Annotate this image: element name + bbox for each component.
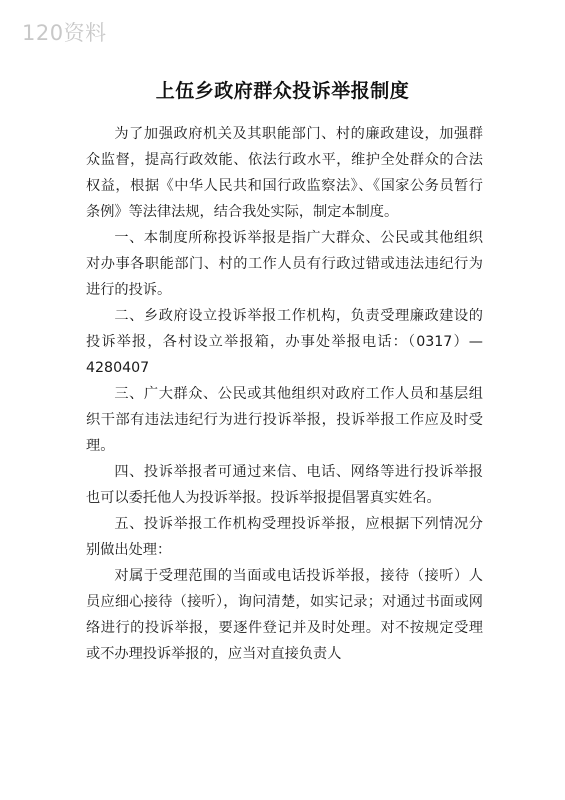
document-body <box>86 121 483 667</box>
paragraph-article-3: 三、广大群众、公民或其他组织对政府工作人员和基层组织干部有违法违纪行为进行投诉举报，投诉举报工作应及时受理。 <box>86 386 483 454</box>
paragraph-article-4: 四、投诉举报者可通过来信、电话、网络等进行投诉举报也可以委托他人为投诉举报。投诉举报提倡署真实姓名。 <box>86 464 483 506</box>
paragraph-article-5-detail: 对属于受理范围的当面或电话投诉举报，接待（接听）人员应细心接待（接听），询问清楚，如实记录；对通过书面或网络进行的投诉举报，要逐件登记并及时处理。对不按规定受理或不办理投诉举报的，应当对直接负责人 <box>86 568 483 662</box>
document-title: 上伍乡政府群众投诉举报制度 <box>155 80 410 102</box>
paragraph-article-1: 一、本制度所称投诉举报是指广大群众、公民或其他组织对办事各职能部门、村的工作人员有行政过错或违法违纪行为进行的投诉。 <box>86 230 483 298</box>
paragraph-article-2: 二、乡政府设立投诉举报工作机构，负责受理廉政建设的投诉举报，各村设立举报箱，办事处举报电话：（0317）—4280407 <box>86 308 483 376</box>
paragraph-article-5: 五、投诉举报工作机构受理投诉举报，应根据下列情况分别做出处理： <box>86 516 483 558</box>
watermark-text: 120资料 <box>22 21 107 45</box>
paragraph-intro: 为了加强政府机关及其职能部门、村的廉政建设，加强群众监督，提高行政效能、依法行政水平，维护全处群众的合法权益，根据《中华人民共和国行政监察法》、《国家公务员暂行条例》等法律法规，结合我处实际，制定本制度。 <box>86 126 483 220</box>
